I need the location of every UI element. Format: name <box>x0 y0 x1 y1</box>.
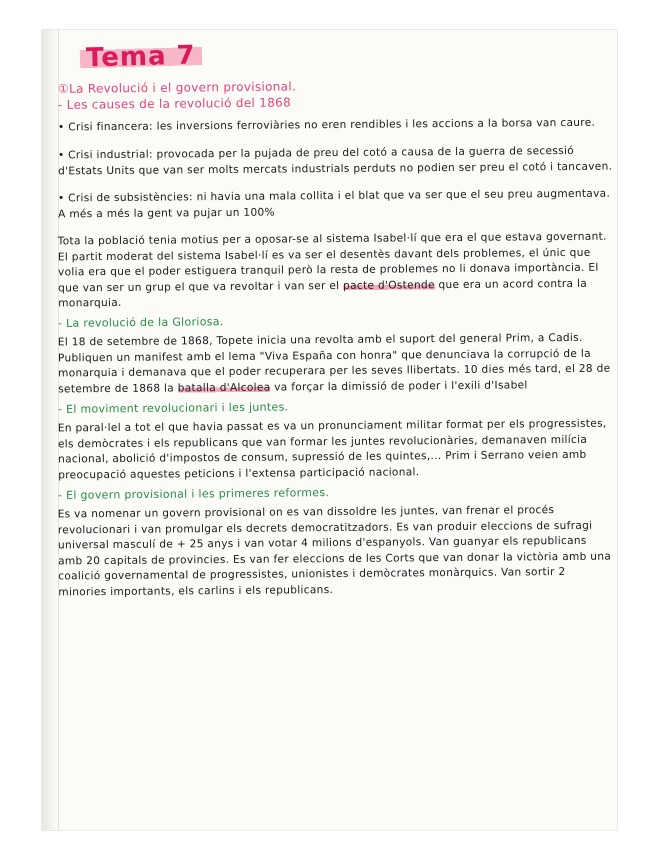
subheading-juntes: - El moviment revolucionari i les juntes. <box>57 400 289 416</box>
paragraph-govern: Es va nomenar un govern provisional on es van dissoldre les juntes, van frenar el procés revolucionari i van promulgar els decrets democratitzadors. Es van produir eleccions de sufragi universal masculí de + 25 anys i van votar 4 milions d'espanyols. Van guanyar els republicans amb 20 capitals de provincies. Es van fer eleccions de les Corts que van donar la victòria amb una coalició governamental de progressistes, unionistes i demòcrates monàrquics. Van sortir 2 minories importants, els carlins i els republicans. <box>57 504 612 598</box>
paragraph-population-text: Tota la població tenia motius per a oposar-se al sistema Isabel·lí que era el que estava governant. El partit moderat del sistema Isabel·lí es va ser el desentès davant dels problemes, el únic que volia era que el poder estiguera tranquil però la resta de problemes no li donava importància. El que van ser un grup el que va revoltar i van ser el <box>57 230 607 294</box>
highlight-batalla-alcolea: batalla d'Alcolea <box>177 381 271 394</box>
cause-subsistence: • Crisi de subsistències: ni havia una mala collita i el blat que va ser que el seu preu augmentava. A més a més la gent va pujar un 100% <box>57 187 611 220</box>
subheading-gloriosa: - La revolució de la Gloriosa. <box>57 315 224 330</box>
paragraph-gloriosa-end: va forçar la dimissió de poder i l'exili d'Isabel <box>270 378 528 394</box>
subheading-causes: - Les causes de la revolució del 1868 <box>57 95 292 112</box>
paragraph-gloriosa <box>58 331 615 398</box>
paragraph-population-end: que era un acord contra la monarquia. <box>58 276 588 309</box>
subheading-govern: - El govern provisional i les primeres reformes. <box>57 486 330 502</box>
page-title: Tema 7 <box>80 40 202 73</box>
cause-industrial: • Crisi industrial: provocada per la pujada de preu del cotó a causa de la guerra de secessió d'Estats Units que van ser molts mercats industrials perduts no podien ser preu el cotó i tancaven. <box>57 144 613 177</box>
paragraph-gloriosa-text: El 18 de setembre de 1868, Topete inicia una revolta amb el suport del general Prim, a Cadis. Publiquen un manifest amb el lema "Viva España con honra" que denunciava la corrupció de la monarquia i demanava que el poder recuperara per les seves llibertats. 10 dies més tard, el 28 de setembre de 1868 la <box>57 331 611 395</box>
paragraph-juntes: En paral·lel a tot el que havia passat es va un pronunciament militar format per els progressistes, els demòcrates i els republicans que van formar les juntes revolucionàries, demanaven milícia nacional, abolició d'impostos de consum, supressió de les quintes,... Prim i Serrano veien amb preocupació aquestes peticions i l'extensa participació nacional. <box>57 417 607 481</box>
page-binding <box>42 30 59 830</box>
notebook-page <box>42 30 617 830</box>
page-content <box>58 42 614 602</box>
section-heading: ①La Revolució i el govern provisional. <box>57 79 297 96</box>
paragraph-population <box>58 229 615 311</box>
highlight-pacte-ostende: pacte d'Ostende <box>343 278 435 291</box>
cause-financial: • Crisi financera: les inversions ferroviàries no eren rendibles i les accions a la borsa van caure. <box>57 116 596 134</box>
